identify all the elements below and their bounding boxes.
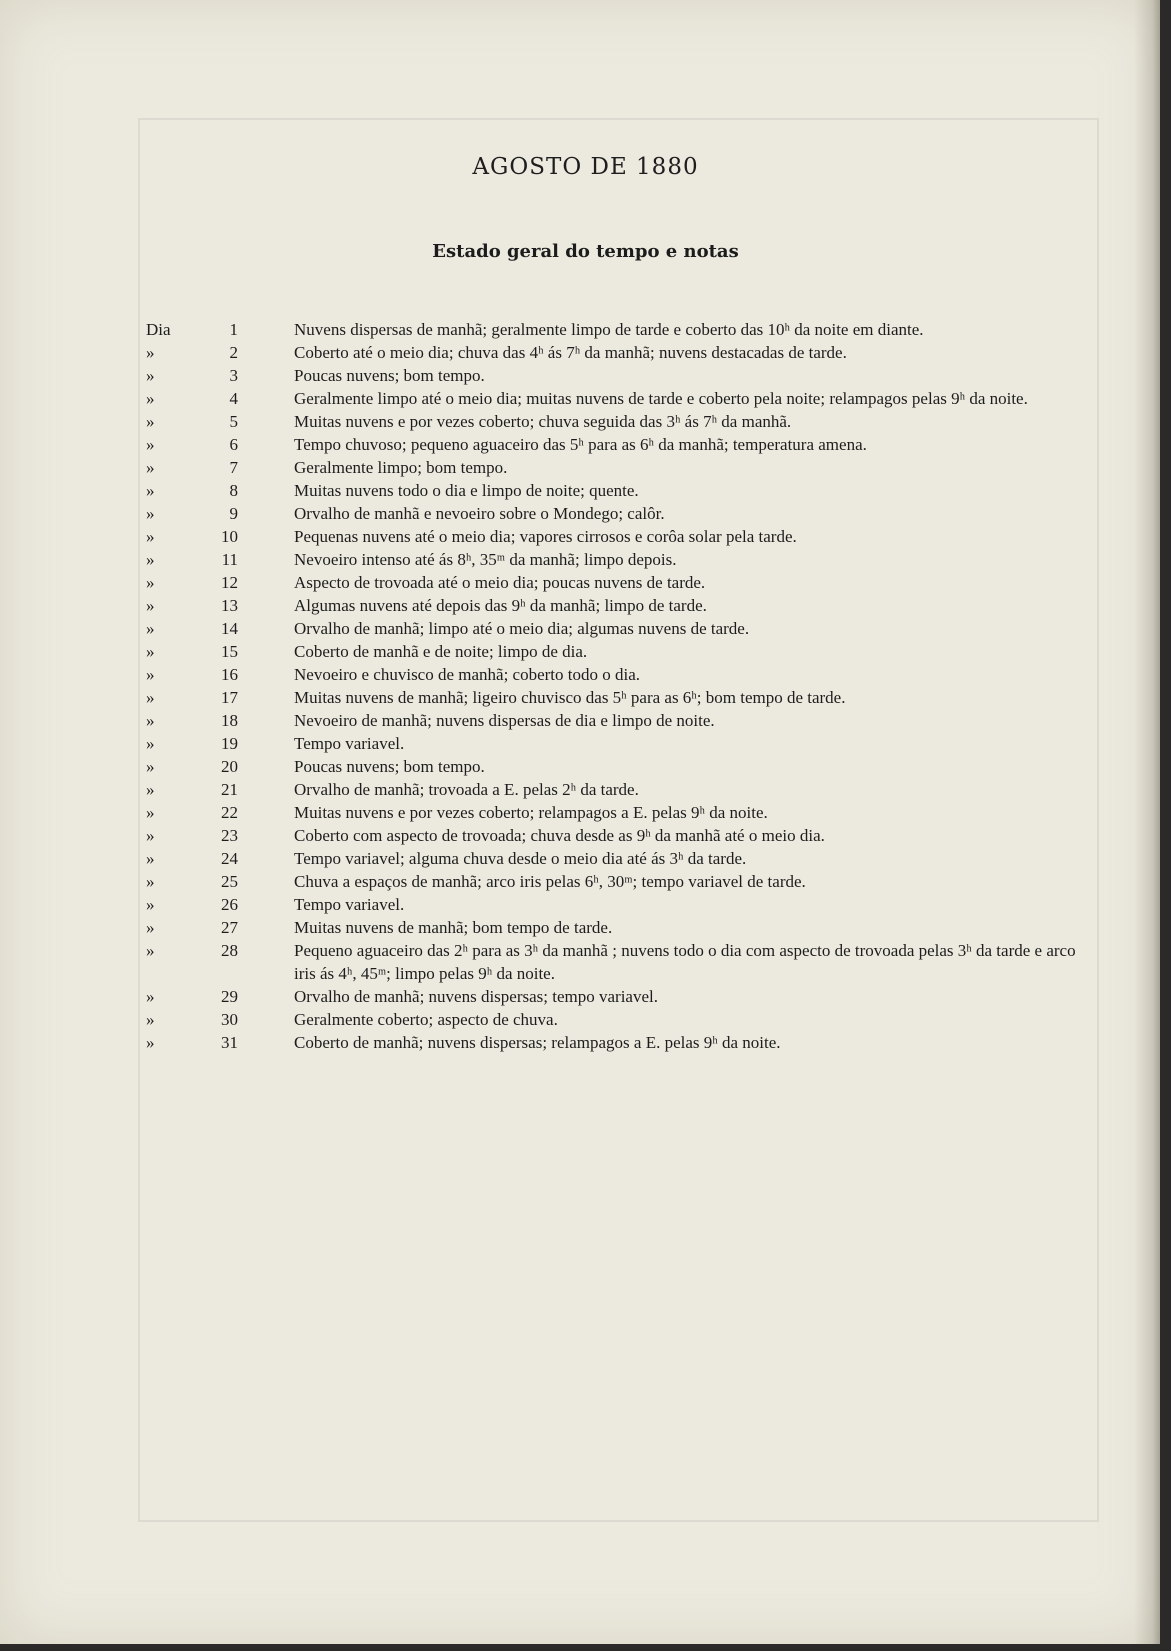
day-number: 16 [221, 665, 238, 684]
day-number: 2 [229, 343, 238, 362]
ditto-mark: » [146, 895, 155, 914]
weather-note: Orvalho de manhã; nuvens dispersas; tempo variavel. [294, 987, 658, 1006]
ditto-mark: » [146, 504, 155, 523]
day-number: 4 [229, 389, 238, 408]
ditto-mark: » [146, 435, 155, 454]
day-number: 19 [221, 734, 238, 753]
weather-note: Coberto até o meio dia; chuva das 4ʰ ás 7ʰ da manhã; nuvens destacadas de tarde. [294, 343, 847, 362]
ditto-mark: » [146, 550, 155, 569]
weather-note: Muitas nuvens de manhã; bom tempo de tarde. [294, 918, 613, 937]
weather-note: Muitas nuvens todo o dia e limpo de noite; quente. [294, 481, 639, 500]
ditto-mark: » [146, 688, 155, 707]
day-number: 13 [221, 596, 238, 615]
ditto-mark: » [146, 366, 155, 385]
day-number: 6 [229, 435, 238, 454]
day-number: 12 [221, 573, 238, 592]
weather-note: Geralmente limpo; bom tempo. [294, 458, 508, 477]
weather-note: Orvalho de manhã; trovoada a E. pelas 2ʰ da tarde. [294, 780, 639, 799]
weather-note: Orvalho de manhã e nevoeiro sobre o Mondego; calôr. [294, 504, 665, 523]
ditto-mark: » [146, 642, 155, 661]
day-number: 5 [229, 412, 238, 431]
day-number: 23 [221, 826, 238, 845]
ditto-mark: » [146, 803, 155, 822]
day-number: 8 [229, 481, 238, 500]
weather-note: Muitas nuvens e por vezes coberto; relampagos a E. pelas 9ʰ da noite. [294, 803, 768, 822]
ditto-mark: » [146, 941, 155, 960]
ditto-mark: » [146, 1010, 155, 1029]
day-number: 9 [229, 504, 238, 523]
ditto-mark: » [146, 780, 155, 799]
ditto-mark: » [146, 343, 155, 362]
weather-note: Muitas nuvens e por vezes coberto; chuva seguida das 3ʰ ás 7ʰ da manhã. [294, 412, 792, 431]
day-number: 14 [221, 619, 238, 638]
section-heading: Estado geral do tempo e notas [432, 241, 739, 262]
ditto-mark: » [146, 458, 155, 477]
weather-note: Geralmente limpo até o meio dia; muitas nuvens de tarde e coberto pela noite; relampagos pelas 9ʰ da noite. [294, 389, 1028, 408]
day-label: Dia [146, 320, 171, 339]
day-number: 20 [221, 757, 238, 776]
ditto-mark: » [146, 849, 155, 868]
ditto-mark: » [146, 918, 155, 937]
weather-note: Poucas nuvens; bom tempo. [294, 757, 485, 776]
ditto-mark: » [146, 573, 155, 592]
weather-note: Geralmente coberto; aspecto de chuva. [294, 1010, 558, 1029]
day-number: 3 [229, 366, 238, 385]
day-number: 28 [221, 941, 238, 960]
day-number: 1 [229, 320, 238, 339]
ditto-mark: » [146, 619, 155, 638]
weather-note: Nevoeiro de manhã; nuvens dispersas de dia e limpo de noite. [294, 711, 715, 730]
ditto-mark: » [146, 527, 155, 546]
weather-note: Chuva a espaços de manhã; arco iris pelas 6ʰ, 30ᵐ; tempo variavel de tarde. [294, 872, 806, 891]
ditto-mark: » [146, 1033, 155, 1052]
weather-note: Nuvens dispersas de manhã; geralmente limpo de tarde e coberto das 10ʰ da noite em diante. [294, 320, 924, 339]
day-number: 31 [221, 1033, 238, 1052]
weather-note: Muitas nuvens de manhã; ligeiro chuvisco das 5ʰ para as 6ʰ; bom tempo de tarde. [294, 688, 846, 707]
day-number: 30 [221, 1010, 238, 1029]
weather-note: Tempo variavel; alguma chuva desde o meio dia até ás 3ʰ da tarde. [294, 849, 747, 868]
weather-note: Coberto de manhã e de noite; limpo de dia. [294, 642, 588, 661]
day-number: 10 [221, 527, 238, 546]
weather-note: Coberto de manhã; nuvens dispersas; relampagos a E. pelas 9ʰ da noite. [294, 1033, 781, 1052]
weather-note: Tempo variavel. [294, 734, 405, 753]
day-number: 21 [221, 780, 238, 799]
ditto-mark: » [146, 481, 155, 500]
ditto-mark: » [146, 734, 155, 753]
page-title: AGOSTO DE 1880 [472, 154, 699, 180]
weather-note: Coberto com aspecto de trovoada; chuva desde as 9ʰ da manhã até o meio dia. [294, 826, 825, 845]
day-number: 7 [229, 458, 238, 477]
weather-note: Tempo variavel. [294, 895, 405, 914]
day-number: 25 [221, 872, 238, 891]
weather-note: Pequenas nuvens até o meio dia; vapores cirrosos e corôa solar pela tarde. [294, 527, 797, 546]
day-number: 26 [221, 895, 238, 914]
ditto-mark: » [146, 987, 155, 1006]
day-number: 18 [221, 711, 238, 730]
weather-note: Tempo chuvoso; pequeno aguaceiro das 5ʰ para as 6ʰ da manhã; temperatura amena. [294, 435, 867, 454]
day-number: 11 [221, 550, 238, 569]
weather-note: Poucas nuvens; bom tempo. [294, 366, 485, 385]
weather-note: Nevoeiro intenso até ás 8ʰ, 35ᵐ da manhã; limpo depois. [294, 550, 677, 569]
ditto-mark: » [146, 389, 155, 408]
weather-note: Orvalho de manhã; limpo até o meio dia; algumas nuvens de tarde. [294, 619, 750, 638]
ditto-mark: » [146, 711, 155, 730]
ditto-mark: » [146, 872, 155, 891]
day-number: 17 [221, 688, 238, 707]
day-number: 15 [221, 642, 238, 661]
ditto-mark: » [146, 412, 155, 431]
ditto-mark: » [146, 665, 155, 684]
ditto-mark: » [146, 757, 155, 776]
weather-note: Aspecto de trovoada até o meio dia; poucas nuvens de tarde. [294, 573, 706, 592]
weather-note: Nevoeiro e chuvisco de manhã; coberto todo o dia. [294, 665, 641, 684]
day-number: 24 [221, 849, 238, 868]
day-number: 27 [221, 918, 238, 937]
weather-note: Algumas nuvens até depois das 9ʰ da manhã; limpo de tarde. [294, 596, 707, 615]
ditto-mark: » [146, 826, 155, 845]
ditto-mark: » [146, 596, 155, 615]
day-number: 22 [221, 803, 238, 822]
day-number: 29 [221, 987, 238, 1006]
weather-note: Pequeno aguaceiro das 2ʰ para as 3ʰ da manhã ; nuvens todo o dia com aspecto de trovoada pelas 3ʰ da tarde e arco iris ás 4ʰ, 45ᵐ; limpo pelas 9ʰ da noite. [294, 941, 1076, 983]
